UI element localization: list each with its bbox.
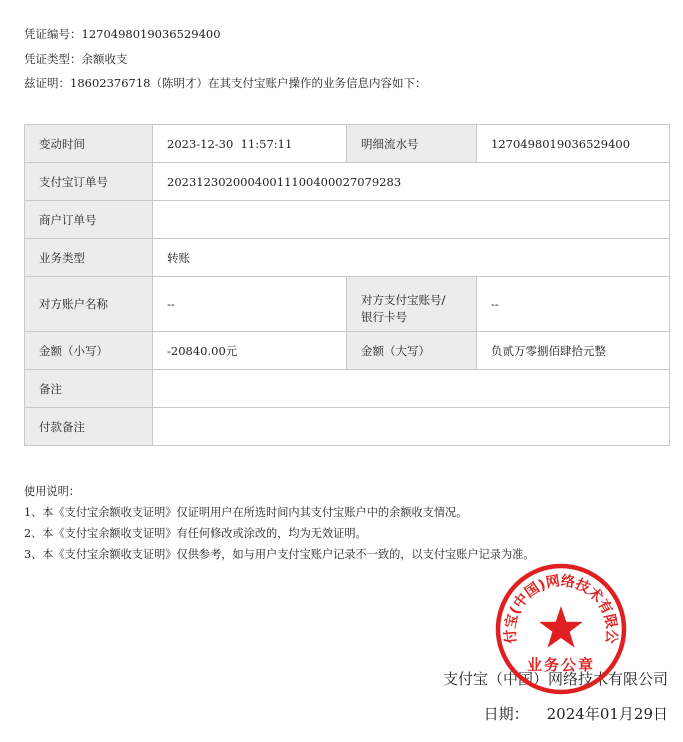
table-row — [25, 239, 670, 277]
merchant-order-value — [153, 201, 670, 239]
table-row — [25, 201, 670, 239]
table-row — [25, 277, 670, 332]
business-type-label: 业务类型 — [25, 239, 153, 277]
payment-remark-value — [153, 408, 670, 446]
usage-notes — [24, 481, 535, 565]
company-seal — [494, 562, 628, 696]
usage-note-item: 2、本《支付宝余额收支证明》有任何修改或涂改的，均为无效证明。 — [24, 527, 367, 540]
counterparty-account-value: -- — [477, 277, 670, 332]
counterparty-name-value: -- — [153, 277, 347, 332]
usage-note-item: 1、本《支付宝余额收支证明》仅证明用户在所选时间内其支付宝账户中的余额收支情况。 — [24, 506, 468, 519]
table-row — [25, 125, 670, 163]
seal-graphic — [494, 562, 628, 696]
counterparty-account-label: 对方支付宝账号/ 银行卡号 — [347, 277, 477, 332]
table-row — [25, 408, 670, 446]
alipay-order-label: 支付宝订单号 — [25, 163, 153, 201]
seal-ring-text: 付宝(中国)网络技术有限公 — [502, 573, 620, 645]
serial-number-label: 明细流水号 — [347, 125, 477, 163]
table-row — [25, 370, 670, 408]
voucher-number: 凭证编号：1270498019036529400 — [24, 27, 221, 41]
usage-note-item: 3、本《支付宝余额收支证明》仅供参考，如与用户支付宝账户记录不一致的，以支付宝账户记录为准。 — [24, 548, 535, 561]
usage-notes-title: 使用说明： — [24, 485, 80, 498]
transaction-detail-table — [24, 124, 670, 446]
date-label: 日期： — [483, 705, 529, 723]
merchant-order-label: 商户订单号 — [25, 201, 153, 239]
issue-date — [484, 703, 668, 724]
table-row — [25, 163, 670, 201]
date-value: 2024年01月29日 — [546, 705, 668, 723]
star-icon — [539, 606, 583, 648]
table-row — [25, 332, 670, 370]
serial-number-value: 1270498019036529400 — [477, 125, 670, 163]
payment-remark-label: 付款备注 — [25, 408, 153, 446]
change-time-value: 2023-12-30 11:57:11 — [153, 125, 347, 163]
certification-statement: 兹证明：18602376718（陈明才）在其支付宝账户操作的业务信息内容如下： — [24, 76, 427, 90]
amount-chinese-value: 负贰万零捌佰肆拾元整 — [477, 332, 670, 370]
amount-numeric-label: 金额（小写） — [25, 332, 153, 370]
counterparty-name-label: 对方账户名称 — [25, 277, 153, 332]
remark-value — [153, 370, 670, 408]
alipay-order-value: 20231230200040011100400027079283 — [153, 163, 670, 201]
amount-chinese-label: 金额（大写） — [347, 332, 477, 370]
business-type-value: 转账 — [153, 239, 670, 277]
amount-numeric-value: -20840.00元 — [153, 332, 347, 370]
voucher-type: 凭证类型：余额收支 — [24, 52, 128, 66]
remark-label: 备注 — [25, 370, 153, 408]
change-time-label: 变动时间 — [25, 125, 153, 163]
seal-center-text: 业务公章 — [526, 656, 596, 674]
company-name: 支付宝（中国）网络技术有限公司 — [442, 670, 668, 688]
